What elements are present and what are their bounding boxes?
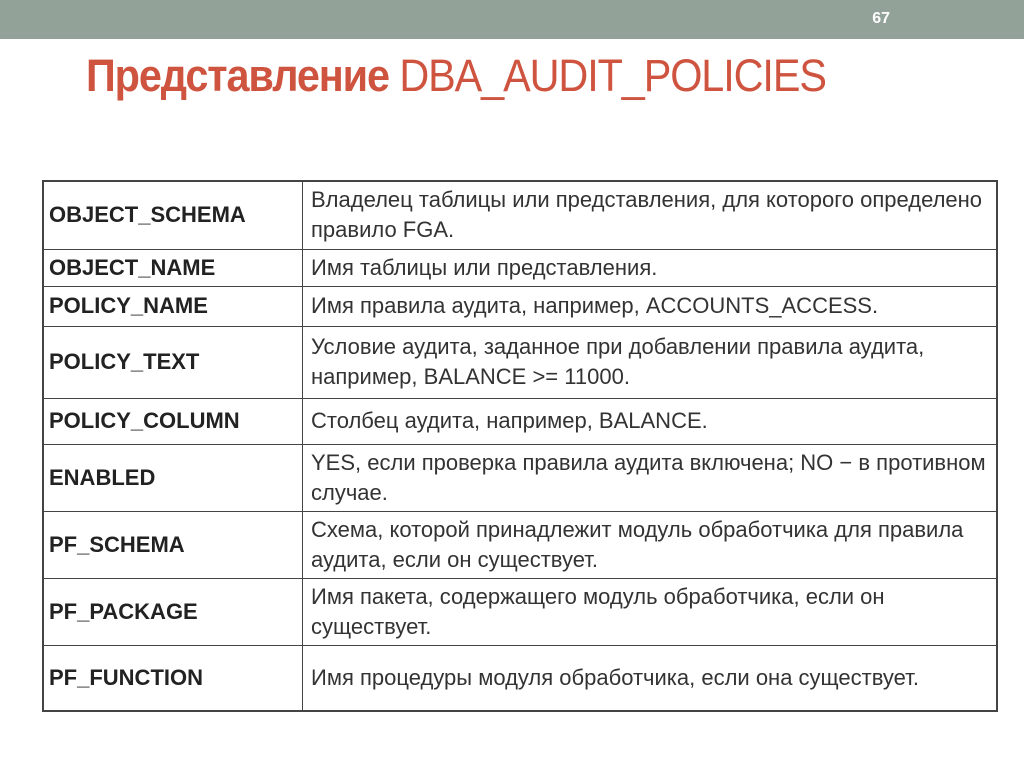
column-name-cell: POLICY_TEXT: [43, 326, 303, 398]
column-description-cell: Имя процедуры модуля обработчика, если она существует.: [303, 645, 998, 711]
slide-title-bold: Представление: [86, 50, 389, 101]
column-description-cell: Имя правила аудита, например, ACCOUNTS_ACCESS.: [303, 286, 998, 326]
table-row: [43, 326, 997, 398]
table-row: [43, 249, 997, 286]
column-description-cell: Владелец таблицы или представления, для которого определено правило FGA.: [303, 181, 998, 249]
column-description-cell: Схема, которой принадлежит модуль обработчика для правила аудита, если он существует.: [303, 511, 998, 578]
column-description-cell: Имя таблицы или представления.: [303, 249, 998, 286]
column-description-cell: Условие аудита, заданное при добавлении правила аудита, например, BALANCE >= 11000.: [303, 326, 998, 398]
column-name-cell: ENABLED: [43, 444, 303, 511]
table-row: [43, 444, 997, 511]
table-row: [43, 578, 997, 645]
slide-title: [86, 46, 826, 106]
column-name-cell: OBJECT_NAME: [43, 249, 303, 286]
table-row: [43, 645, 997, 711]
slide-title-view-name: DBA_AUDIT_POLICIES: [399, 50, 826, 101]
column-description-cell: Имя пакета, содержащего модуль обработчика, если он существует.: [303, 578, 998, 645]
slide-header-band: [0, 0, 1024, 39]
column-description-cell: YES, если проверка правила аудита включена; NO − в противном случае.: [303, 444, 998, 511]
column-description-cell: Столбец аудита, например, BALANCE.: [303, 398, 998, 444]
table-row: [43, 181, 997, 249]
column-name-cell: POLICY_NAME: [43, 286, 303, 326]
column-name-cell: PF_FUNCTION: [43, 645, 303, 711]
column-name-cell: PF_PACKAGE: [43, 578, 303, 645]
columns-description-table: [42, 180, 998, 712]
table-row: [43, 286, 997, 326]
table-row: [43, 511, 997, 578]
column-name-cell: OBJECT_SCHEMA: [43, 181, 303, 249]
page-number: 67: [872, 10, 890, 27]
column-name-cell: PF_SCHEMA: [43, 511, 303, 578]
column-name-cell: POLICY_COLUMN: [43, 398, 303, 444]
table-body: [43, 181, 997, 711]
table-row: [43, 398, 997, 444]
